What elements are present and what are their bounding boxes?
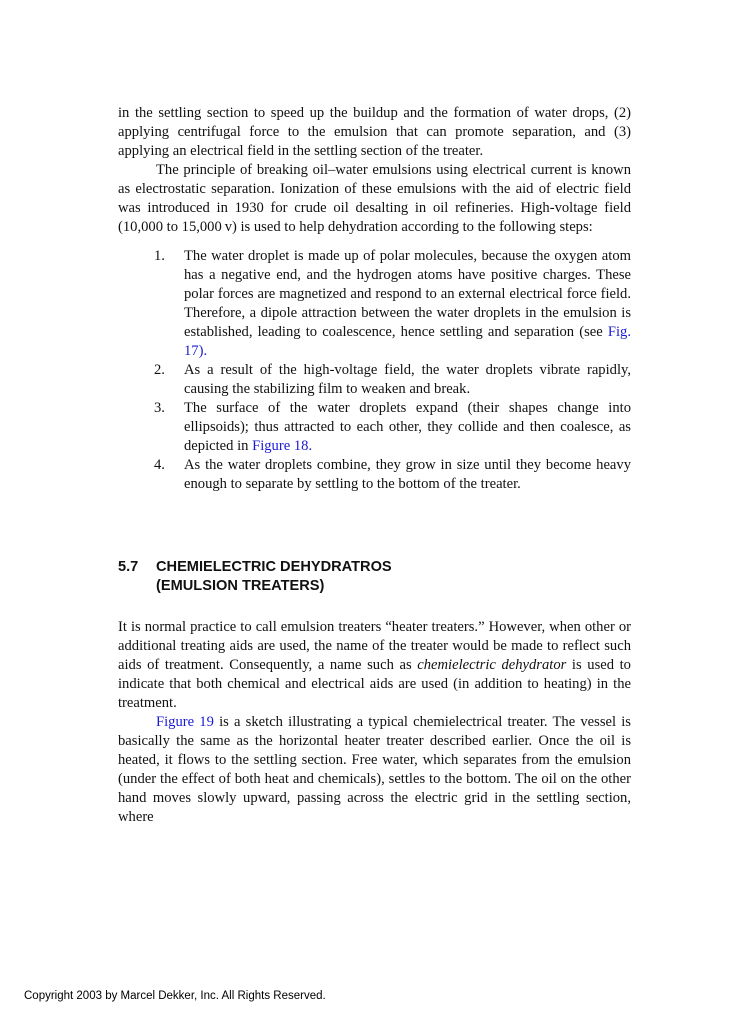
section-title-line-1: CHEMIELECTRIC DEHYDRATROS [156, 559, 392, 575]
step-number: 3. [154, 400, 165, 416]
step-text: The water droplet is made up of polar molecules, because the oxygen atom has a negative end, and the hydrogen atoms have positive charges. These polar forces are magnetized and respond to an external electrical force field. Therefore, a dipole attraction between the water droplets in the emulsion is established, leading to coalescence, hence settling and separation (see [184, 248, 631, 340]
list-item-step-4 [118, 456, 631, 494]
figure-19-link[interactable]: Figure 19 [156, 714, 214, 730]
section-title [156, 558, 392, 596]
p4-text: is a sketch illustrating a typical chemielectrical treater. The vessel is basically the same as the horizontal heater treater described earlier. Once the oil is heated, it flows to the settling section. Free water, which separates from the emulsion (under the effect of both heat and chemicals), settles to the bottom. The oil on the other hand moves slowly upward, passing across the electric grid in the settling section, where [118, 714, 631, 825]
list-item-step-3 [118, 399, 631, 456]
copyright-footer: Copyright 2003 by Marcel Dekker, Inc. All Rights Reserved. [24, 990, 326, 1002]
paragraph-electrostatic-principle: The principle of breaking oil–water emulsions using electrical current is known as electrostatic separation. Ionization of these emulsions with the aid of electric field was introduced in 1930 for crude oil desalting in oil refineries. High-voltage field (10,000 to 15,000 v) is used to help dehydration according to the following steps: [118, 162, 631, 235]
chemielectric-dehydrator-term: chemielectric dehydrator [417, 657, 567, 673]
paragraph-figure-19-description [118, 713, 631, 827]
paragraph-heater-treaters [118, 618, 631, 713]
paragraph-continuation: in the settling section to speed up the buildup and the formation of water drops, (2) applying centrifugal force to the emulsion that can promote separation, and (3) applying an electrical field in the settling section of the treater. [118, 105, 631, 159]
list-item-step-2 [118, 361, 631, 399]
step-text: As a result of the high-voltage field, the water droplets vibrate rapidly, causing the stabilizing film to weaken and break. [184, 362, 631, 397]
dehydration-steps-list [118, 247, 631, 494]
step-number: 4. [154, 457, 165, 473]
step-text: As the water droplets combine, they grow in size until they become heavy enough to separate by settling to the bottom of the treater. [184, 457, 631, 492]
list-item-step-1 [118, 247, 631, 361]
fig-17-link[interactable]: Fig. 17). [184, 324, 631, 359]
section-heading [118, 558, 631, 596]
step-number: 1. [154, 248, 165, 264]
p3-text-a: It is normal practice to call emulsion treaters “heater treaters.” However, when other or additional treating aids are used, the name of the treater would be made to reflect such aids of treatment. Consequently, a name such as [118, 619, 631, 673]
p3-text-b: is used to indicate that both chemical and electrical aids are used (in addition to heating) in the treatment. [118, 657, 631, 711]
page-body [118, 104, 631, 827]
section-number: 5.7 [118, 559, 139, 575]
figure-18-link[interactable]: Figure 18. [252, 438, 313, 454]
step-text: The surface of the water droplets expand (their shapes change into ellipsoids); thus attracted to each other, they collide and then coalesce, as depicted in [184, 400, 631, 454]
step-number: 2. [154, 362, 165, 378]
section-title-line-2: (EMULSION TREATERS) [156, 578, 325, 594]
